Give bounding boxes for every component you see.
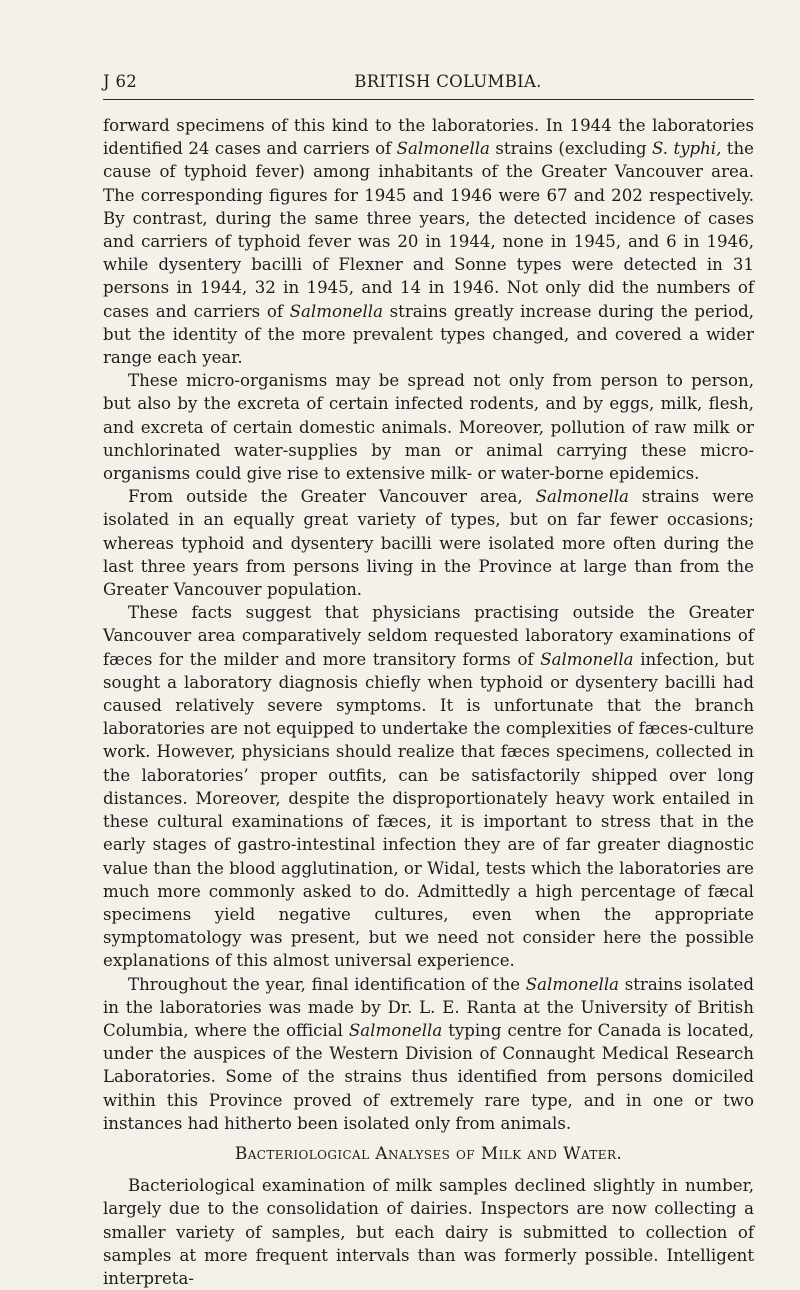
text-segment: forward specimens of this kind to the laboratories. In 1944 the laboratories identified 24 cases and carriers of bbox=[103, 116, 754, 159]
paragraph bbox=[103, 485, 754, 601]
italic-term: Salmonella bbox=[396, 139, 490, 159]
running-title: BRITISH COLUMBIA. bbox=[354, 72, 542, 91]
text-segment: From outside the Greater Vancouver area, bbox=[128, 487, 536, 507]
text-segment: typing centre for Canada is located, under the auspices of the Western Division of Connaught Medical Research Laboratories. Some of the strains thus identified from persons domiciled within this Province proved of extremely rare type, and in one or two instances had hitherto been isolated only from animals. bbox=[103, 1020, 754, 1133]
page-number: J 62 bbox=[103, 72, 138, 91]
text-segment: Throughout the year, final identification of the bbox=[128, 974, 526, 994]
paragraph bbox=[103, 369, 754, 485]
text-segment: These facts suggest that physicians practising outside the Greater Vancouver area comparatively seldom requested laboratory examinations of fæces for the milder and more transitory forms of bbox=[103, 603, 754, 669]
text-segment: Bacteriological examination of milk samples declined slightly in number, largely due to the consolidation of dairies. Inspectors are now collecting a smaller variety of samples, but each dairy is submitted to collection of samples at more frequent intervals than was formerly possible. Intelligent interpreta- bbox=[103, 1176, 754, 1288]
italic-term: Salmonella bbox=[540, 649, 634, 669]
text-segment: infection, but sought a laboratory diagnosis chiefly when typhoid or dysentery bacilli had caused relatively severe symptoms. It is unfortunate that the branch laboratories are not equipped to undertake the complexities of fæces-culture work. However, physicians should realize that fæces specimens, collected in the laboratories’ proper outfits, can be satisfactorily shipped over long distances. Moreover, despite the disproportionately heavy work entailed in these cultural examinations of fæces, it is important to stress that in the early stages of gastro-intestinal infection they are of far greater diagnostic value than the blood agglutination, or Widal, tests which the laboratories are much more commonly asked to do. Admittedly a high percentage of fæcal specimens yield negative cultures, even when the appropriate symptomatology was present, but we need not consider here the possible explanations of this almost universal experience. bbox=[103, 649, 754, 971]
text-segment: These micro-organisms may be spread not only from person to person, but also by the excreta of certain infected rodents, and by eggs, milk, flesh, and excreta of certain domestic animals. Moreover, pollution of raw milk or unchlorinated water-supplies by man or animal carrying these micro-organisms could give rise to extensive milk- or water-borne epidemics. bbox=[103, 371, 754, 484]
text-segment: the cause of typhoid fever) among inhabitants of the Greater Vancouver area. The corresponding figures for 1945 and 1946 were 67 and 202 respectively. By contrast, during the same three years, the detected incidence of cases and carriers of typhoid fever was 20 in 1944, none in 1945, and 6 in 1946, while dysentery bacilli of Flexner and Sonne types were detected in 31 persons in 1944, 32 in 1945, and 14 in 1946. Not only did the numbers of cases and carriers of bbox=[103, 139, 754, 321]
italic-term: Salmonella bbox=[289, 301, 383, 321]
italic-term: Salmonella bbox=[535, 487, 629, 507]
section-heading: Bacteriological Analyses of Milk and Water. bbox=[234, 1143, 623, 1164]
body-text bbox=[103, 114, 754, 1290]
paragraph bbox=[103, 601, 754, 972]
paragraph bbox=[103, 1174, 754, 1290]
italic-term: Salmonella bbox=[525, 974, 620, 994]
paragraph bbox=[103, 114, 754, 369]
text-segment: strains isolated in the laboratories was made by Dr. L. E. Ranta at the University of British Columbia, where the official bbox=[103, 974, 754, 1040]
text-segment: strains were isolated in an equally great variety of types, but on far fewer occasions; whereas typhoid and dysentery bacilli were isolated more often during the last three years from persons living in the Province at large than from the Greater Vancouver population. bbox=[103, 487, 754, 600]
italic-term: S. typhi, bbox=[651, 139, 722, 159]
header-rule bbox=[103, 99, 754, 100]
paragraph bbox=[103, 973, 754, 1135]
text-segment: strains (excluding bbox=[489, 139, 652, 159]
page-header bbox=[103, 72, 753, 94]
italic-term: Salmonella bbox=[348, 1020, 443, 1040]
text-segment: strains greatly increase during the period, but the identity of the more prevalent types changed, and covered a wider range each year. bbox=[103, 301, 754, 368]
